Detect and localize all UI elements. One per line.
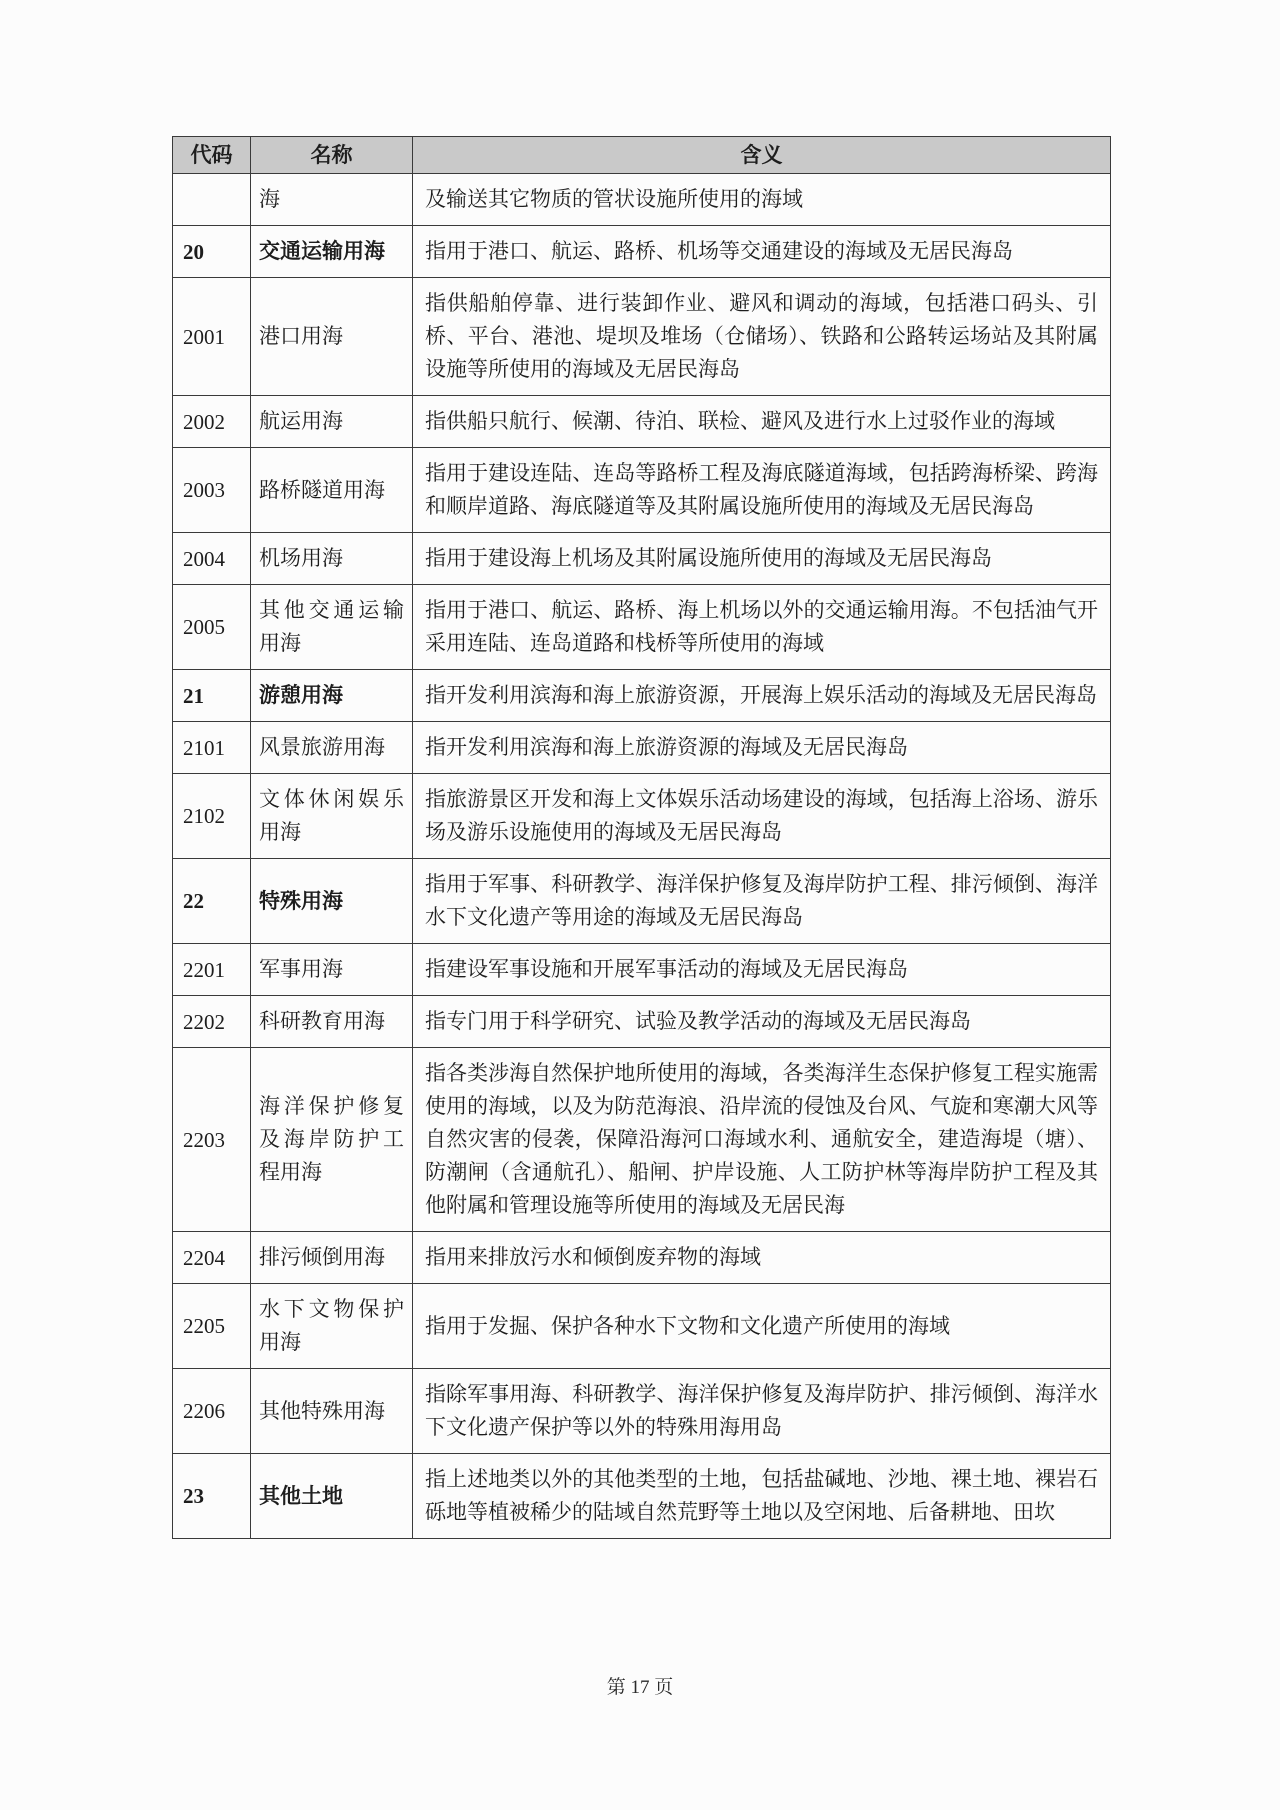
name-cell: 航运用海	[251, 396, 413, 448]
table-row	[173, 859, 1111, 944]
meaning-cell: 指开发利用滨海和海上旅游资源，开展海上娱乐活动的海域及无居民海岛	[413, 670, 1111, 722]
header-row	[173, 137, 1111, 174]
table-row	[173, 1232, 1111, 1284]
code-cell: 2005	[173, 585, 251, 670]
meaning-cell: 指开发利用滨海和海上旅游资源的海域及无居民海岛	[413, 722, 1111, 774]
code-cell: 2001	[173, 278, 251, 396]
table-row	[173, 174, 1111, 226]
table-row	[173, 1369, 1111, 1454]
meaning-cell: 指用于港口、航运、路桥、海上机场以外的交通运输用海。不包括油气开采用连陆、连岛道路和栈桥等所使用的海域	[413, 585, 1111, 670]
code-cell: 2204	[173, 1232, 251, 1284]
column-header-meaning: 含义	[413, 137, 1111, 174]
meaning-cell: 指用于建设连陆、连岛等路桥工程及海底隧道海域，包括跨海桥梁、跨海和顺岸道路、海底隧道等及其附属设施所使用的海域及无居民海岛	[413, 448, 1111, 533]
name-cell: 交通运输用海	[251, 226, 413, 278]
code-cell: 2202	[173, 996, 251, 1048]
name-cell: 海	[251, 174, 413, 226]
table-body	[173, 174, 1111, 1539]
meaning-cell: 指用来排放污水和倾倒废弃物的海域	[413, 1232, 1111, 1284]
name-cell: 其他交通运输用海	[251, 585, 413, 670]
table-row	[173, 944, 1111, 996]
page-number: 第 17 页	[606, 1677, 674, 1698]
code-cell: 2101	[173, 722, 251, 774]
name-cell: 科研教育用海	[251, 996, 413, 1048]
name-cell: 水下文物保护用海	[251, 1284, 413, 1369]
table-row	[173, 585, 1111, 670]
meaning-cell: 指用于军事、科研教学、海洋保护修复及海岸防护工程、排污倾倒、海洋水下文化遗产等用途的海域及无居民海岛	[413, 859, 1111, 944]
name-cell: 特殊用海	[251, 859, 413, 944]
name-cell: 港口用海	[251, 278, 413, 396]
meaning-cell: 指用于港口、航运、路桥、机场等交通建设的海域及无居民海岛	[413, 226, 1111, 278]
name-cell: 机场用海	[251, 533, 413, 585]
meaning-cell: 指用于发掘、保护各种水下文物和文化遗产所使用的海域	[413, 1284, 1111, 1369]
table-header	[173, 137, 1111, 174]
code-cell: 2002	[173, 396, 251, 448]
table-row	[173, 1284, 1111, 1369]
code-cell: 23	[173, 1454, 251, 1539]
name-cell: 其他土地	[251, 1454, 413, 1539]
table-row	[173, 996, 1111, 1048]
table-row	[173, 670, 1111, 722]
table-row	[173, 722, 1111, 774]
column-header-code: 代码	[173, 137, 251, 174]
table-row	[173, 1048, 1111, 1232]
meaning-cell: 指建设军事设施和开展军事活动的海域及无居民海岛	[413, 944, 1111, 996]
name-cell: 文体休闲娱乐用海	[251, 774, 413, 859]
meaning-cell: 指供船舶停靠、进行装卸作业、避风和调动的海域，包括港口码头、引桥、平台、港池、堤坝及堆场（仓储场）、铁路和公路转运场站及其附属设施等所使用的海域及无居民海岛	[413, 278, 1111, 396]
table-row	[173, 533, 1111, 585]
table-row	[173, 1454, 1111, 1539]
name-cell: 风景旅游用海	[251, 722, 413, 774]
meaning-cell: 指除军事用海、科研教学、海洋保护修复及海岸防护、排污倾倒、海洋水下文化遗产保护等以外的特殊用海用岛	[413, 1369, 1111, 1454]
code-cell: 21	[173, 670, 251, 722]
name-cell: 排污倾倒用海	[251, 1232, 413, 1284]
meaning-cell: 指供船只航行、候潮、待泊、联检、避风及进行水上过驳作业的海域	[413, 396, 1111, 448]
meaning-cell: 指用于建设海上机场及其附属设施所使用的海域及无居民海岛	[413, 533, 1111, 585]
table-row	[173, 448, 1111, 533]
name-cell: 其他特殊用海	[251, 1369, 413, 1454]
name-cell: 海洋保护修复及海岸防护工程用海	[251, 1048, 413, 1232]
table-row	[173, 396, 1111, 448]
code-cell: 2205	[173, 1284, 251, 1369]
code-cell: 2003	[173, 448, 251, 533]
name-cell: 军事用海	[251, 944, 413, 996]
code-cell: 2203	[173, 1048, 251, 1232]
table-row	[173, 774, 1111, 859]
table-row	[173, 278, 1111, 396]
code-cell: 2201	[173, 944, 251, 996]
column-header-name: 名称	[251, 137, 413, 174]
code-cell: 22	[173, 859, 251, 944]
code-cell: 2004	[173, 533, 251, 585]
classification-table-container	[172, 136, 1110, 1539]
meaning-cell: 指上述地类以外的其他类型的土地，包括盐碱地、沙地、裸土地、裸岩石砾地等植被稀少的陆域自然荒野等土地以及空闲地、后备耕地、田坎	[413, 1454, 1111, 1539]
meaning-cell: 指专门用于科学研究、试验及教学活动的海域及无居民海岛	[413, 996, 1111, 1048]
code-cell: 20	[173, 226, 251, 278]
code-cell	[173, 174, 251, 226]
code-cell: 2206	[173, 1369, 251, 1454]
meaning-cell: 及输送其它物质的管状设施所使用的海域	[413, 174, 1111, 226]
classification-table	[172, 136, 1111, 1539]
name-cell: 路桥隧道用海	[251, 448, 413, 533]
table-row	[173, 226, 1111, 278]
name-cell: 游憩用海	[251, 670, 413, 722]
code-cell: 2102	[173, 774, 251, 859]
meaning-cell: 指各类涉海自然保护地所使用的海域，各类海洋生态保护修复工程实施需使用的海域，以及为防范海浪、沿岸流的侵蚀及台风、气旋和寒潮大风等自然灾害的侵袭，保障沿海河口海域水利、通航安全，建造海堤（塘）、防潮闸（含通航孔）、船闸、护岸设施、人工防护林等海岸防护工程及其他附属和管理设施等所使用的海域及无居民海	[413, 1048, 1111, 1232]
meaning-cell: 指旅游景区开发和海上文体娱乐活动场建设的海域，包括海上浴场、游乐场及游乐设施使用的海域及无居民海岛	[413, 774, 1111, 859]
